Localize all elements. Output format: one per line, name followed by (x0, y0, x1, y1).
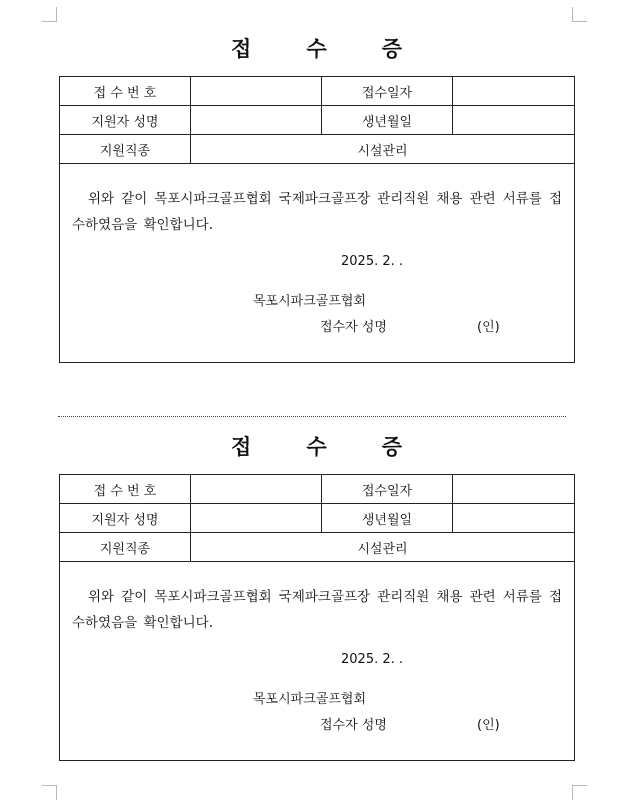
job-type-label: 지원직종 (60, 135, 191, 163)
form-row (60, 475, 574, 504)
title-char: 수 (306, 435, 328, 459)
job-type-value: 시설관리 (357, 143, 408, 159)
organization-name: 목포시파크골프협회 (253, 294, 367, 309)
form-row (60, 533, 574, 562)
receipt-date-value[interactable] (453, 475, 574, 503)
job-type-label: 지원직종 (60, 533, 191, 561)
title-char: 수 (306, 37, 328, 61)
receipt-number-label: 접 수 번 호 (60, 77, 191, 105)
receipt-number-value[interactable] (191, 77, 322, 105)
receiver-name-label: 접수자 성명 (320, 718, 387, 733)
form-row (60, 77, 574, 106)
organization-name: 목포시파크골프협회 (253, 692, 367, 707)
receipt-date-line: 2025. 2. . (341, 254, 404, 269)
receipt-form (59, 474, 575, 761)
crop-mark-top-right (572, 7, 587, 22)
receipt-number-value[interactable] (191, 475, 322, 503)
receipt-2 (59, 428, 575, 761)
receipt-date-label: 접수일자 (322, 475, 453, 503)
applicant-name-value[interactable] (191, 504, 322, 532)
receipt-date-line: 2025. 2. . (341, 652, 404, 667)
receiver-name-label: 접수자 성명 (320, 320, 387, 335)
applicant-name-label: 지원자 성명 (60, 504, 191, 532)
birth-date-label: 생년월일 (322, 504, 453, 532)
birth-date-label: 생년월일 (322, 106, 453, 134)
crop-mark-bottom-left (42, 785, 57, 800)
receipt-date-label: 접수일자 (322, 77, 453, 105)
receipt-number-label: 접 수 번 호 (60, 475, 191, 503)
seal-mark: (인) (477, 320, 500, 335)
title-char: 접 (231, 37, 253, 61)
confirmation-statement: 위와 같이 목포시파크골프협회 국제파크골프장 관리직원 채용 관련 서류를 접수하였음을 확인합니다. (72, 191, 562, 233)
job-type-value: 시설관리 (357, 541, 408, 557)
receipt-1 (59, 30, 575, 363)
receipt-date-value[interactable] (453, 77, 574, 105)
applicant-name-label: 지원자 성명 (60, 106, 191, 134)
confirmation-statement: 위와 같이 목포시파크골프협회 국제파크골프장 관리직원 채용 관련 서류를 접수하였음을 확인합니다. (72, 589, 562, 631)
receipt-title (59, 428, 575, 474)
receipt-body (60, 164, 574, 362)
birth-date-value[interactable] (453, 106, 574, 134)
applicant-name-value[interactable] (191, 106, 322, 134)
receipt-title (59, 30, 575, 76)
crop-mark-top-left (42, 7, 57, 22)
title-char: 증 (381, 435, 403, 459)
seal-mark: (인) (477, 718, 500, 733)
form-row (60, 504, 574, 533)
birth-date-value[interactable] (453, 504, 574, 532)
form-row (60, 135, 574, 164)
receipt-body (60, 562, 574, 760)
title-char: 접 (231, 435, 253, 459)
title-char: 증 (381, 37, 403, 61)
cut-line-divider (58, 416, 566, 417)
crop-mark-bottom-right (572, 785, 587, 800)
receipt-form (59, 76, 575, 363)
form-row (60, 106, 574, 135)
